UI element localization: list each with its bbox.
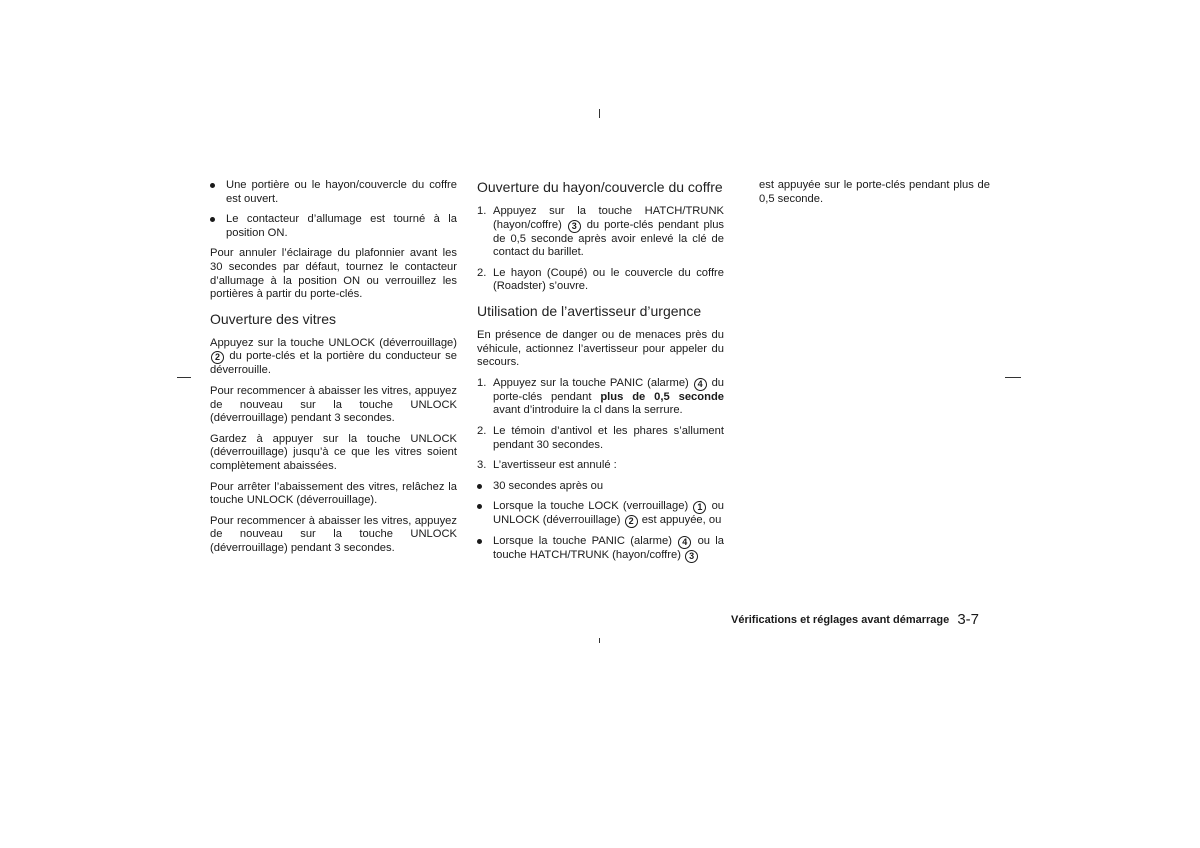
paragraph-vitres: Appuyez sur la touche UNLOCK (déverrouillage) 2 du porte-clés et la portière du conducteur se déverrouille. [210, 336, 458, 377]
callout-number: 2 [211, 351, 224, 364]
left-crop-mark [177, 377, 191, 378]
right-crop-mark [1005, 377, 1021, 378]
callout-number: 4 [678, 536, 691, 549]
section-heading-hayon: Ouverture du hayon/couvercle du coffre [477, 179, 723, 195]
paragraph: Pour arrêter l’abaissement des vitres, relâchez la touche UNLOCK (déverrouillage). [210, 480, 457, 507]
section-heading-vitres: Ouverture des vitres [210, 310, 337, 327]
paragraph: Gardez à appuyer sur la touche UNLOCK (déverrouillage) jusqu’à ce que les vitres soient complètement abaissées. [210, 432, 457, 472]
top-crop-mark [599, 109, 600, 118]
numbered-item: 2. Le hayon (Coupé) ou le couvercle du coffre (Roadster) s’ouvre. [477, 266, 724, 293]
bottom-crop-mark [599, 638, 600, 643]
callout-number: 2 [625, 515, 638, 528]
numbered-item: 1. Appuyez sur la touche HATCH/TRUNK (hayon/coffre) 3 du porte-clés pendant plus de 0,5 seconde après avoir enlevé la clé de contact du barillet. [477, 205, 725, 259]
column-middle [477, 179, 724, 570]
callout-number: 4 [694, 378, 707, 391]
list-item: Lorsque la touche PANIC (alarme) 4 ou la touche HATCH/TRUNK (hayon/coffre) 3 [477, 535, 724, 563]
list-item: Le contacteur d’allumage est tourné à la position ON. [210, 213, 457, 240]
list-item: Lorsque la touche LOCK (verrouillage) 1 ou UNLOCK (déverrouillage) 2 est appuyée, ou [477, 500, 724, 528]
numbered-item: 2. Le témoin d’antivol et les phares s’allument pendant 30 secondes. [477, 424, 724, 451]
numbered-item: 1. Appuyez sur la touche PANIC (alarme) 4 du porte-clés pendant plus de 0,5 seconde avant d’introduire la cl dans la serrure. [477, 376, 725, 417]
numbered-item: 3. L’avertisseur est annulé : [477, 459, 617, 472]
callout-number: 3 [685, 550, 698, 563]
list-item: 30 secondes après ou [477, 480, 724, 494]
paragraph: Pour recommencer à abaisser les vitres, appuyez de nouveau sur la touche UNLOCK (déverrouillage) pendant 3 secondes. [210, 384, 457, 425]
callout-number: 1 [693, 501, 706, 514]
section-heading-urgence: Utilisation de l’avertisseur d’urgence [477, 302, 702, 319]
paragraph: Pour recommencer à abaisser les vitres, appuyez de nouveau sur la touche UNLOCK (déverrouillage) pendant 3 secondes. [210, 514, 457, 554]
page-number: 3-7 [957, 611, 980, 628]
list-item: Une portière ou le hayon/couvercle du coffre est ouvert. [210, 179, 457, 206]
page-footer [731, 611, 993, 628]
callout-number: 3 [568, 220, 581, 233]
paragraph: Pour annuler l’éclairage du plafonnier avant les 30 secondes par défaut, tournez le contacteur d’allumage à la position ON ou verrouillez les portières à partir du porte-clés. [210, 247, 457, 301]
paragraph: En présence de danger ou de menaces près du véhicule, actionnez l’avertisseur pour appeler du secours. [477, 328, 724, 369]
column-left [210, 179, 457, 562]
section-title: Vérifications et réglages avant démarrage [731, 614, 950, 626]
paragraph: est appuyée sur le porte-clés pendant plus de 0,5 seconde. [759, 179, 990, 205]
column-right [759, 179, 990, 213]
